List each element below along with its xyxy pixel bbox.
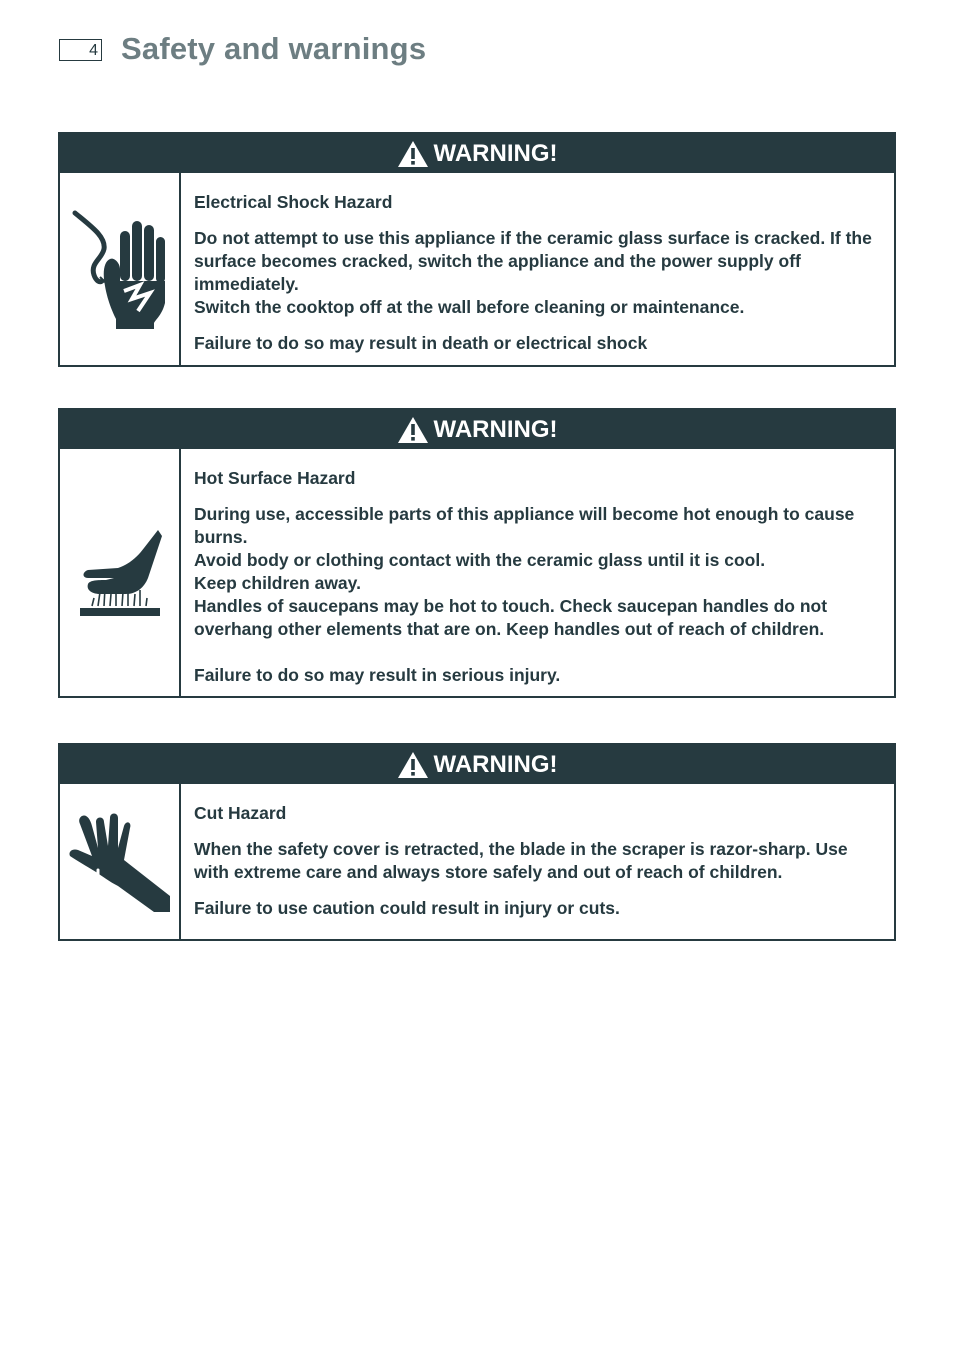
electric-shock-hand-icon [72, 207, 168, 331]
icon-cell [60, 173, 181, 365]
hazard-title: Cut Hazard [194, 803, 287, 823]
warning-heading: WARNING! [433, 139, 558, 167]
warning-text [181, 784, 894, 939]
consequence-text: Failure to do so may result in serious injury. [194, 665, 561, 685]
warning-triangle-icon [397, 416, 429, 444]
warning-line: When the safety cover is retracted, the blade in the scraper is razor-sharp. Use with extreme care and always store safely and out of reach of children. [194, 839, 848, 882]
hazard-title: Hot Surface Hazard [194, 468, 356, 488]
warning-box-electrical [58, 132, 896, 367]
warning-heading: WARNING! [433, 415, 558, 443]
page-number: 4 [59, 39, 102, 61]
warning-header [60, 410, 894, 449]
warning-line: Avoid body or clothing contact with the ceramic glass until it is cool. [194, 550, 766, 570]
consequence-text: Failure to use caution could result in injury or cuts. [194, 898, 620, 918]
icon-cell [60, 449, 181, 696]
hot-surface-hand-icon [78, 528, 162, 618]
warning-heading: WARNING! [433, 750, 558, 778]
icon-cell [60, 784, 181, 939]
warning-line: During use, accessible parts of this appliance will become hot enough to cause burns. [194, 504, 855, 547]
warning-triangle-icon [397, 140, 429, 168]
page-title: Safety and warnings [121, 31, 427, 66]
consequence-text: Failure to do so may result in death or electrical shock [194, 333, 648, 353]
warning-line: Switch the cooktop off at the wall before cleaning or maintenance. [194, 297, 745, 317]
warning-triangle-icon [397, 751, 429, 779]
warning-box-hot-surface [58, 408, 896, 698]
warning-line: Handles of saucepans may be hot to touch. Check saucepan handles do not overhang other elements that are on. Keep handles out of reach of children. [194, 596, 828, 639]
warning-line: Do not attempt to use this appliance if the ceramic glass surface is cracked. If the surface becomes cracked, switch the appliance and the power supply off immediately. [194, 228, 872, 294]
hazard-title: Electrical Shock Hazard [194, 192, 393, 212]
cut-hand-icon [68, 810, 172, 914]
warning-header [60, 745, 894, 784]
warning-text [181, 173, 894, 365]
warning-line: Keep children away. [194, 573, 361, 593]
warning-text [181, 449, 894, 696]
warning-box-cut [58, 743, 896, 941]
warning-header [60, 134, 894, 173]
